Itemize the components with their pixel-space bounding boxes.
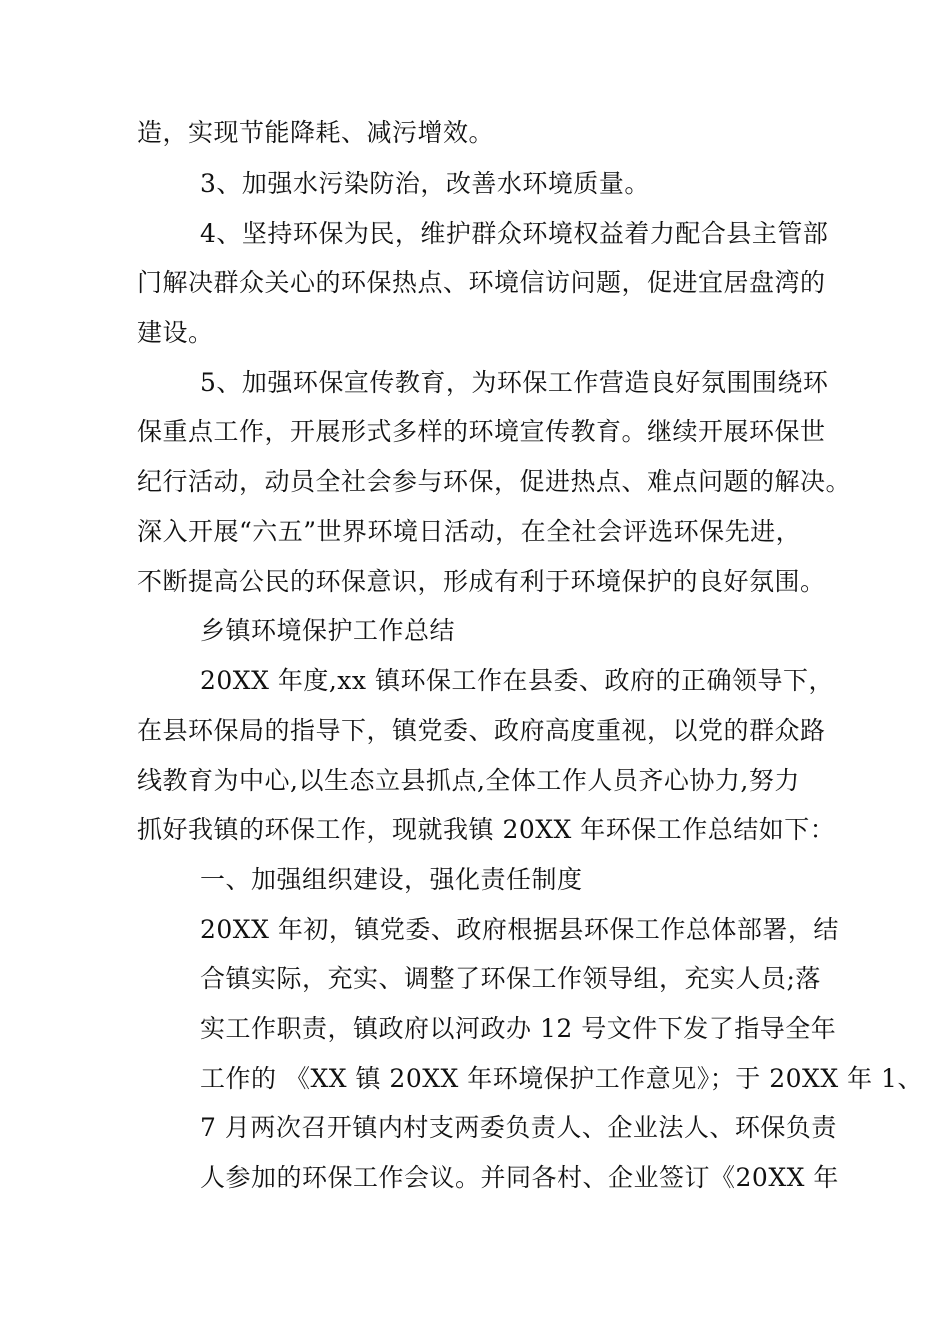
text-line: 20XX 年初，镇党委、政府根据县环保工作总体部署，结 — [200, 915, 839, 944]
text-line: 人参加的环保工作会议。并同各村、企业签订《20XX 年 — [200, 1163, 839, 1192]
text-line: 保重点工作，开展形式多样的环境宣传教育。继续开展环保世 — [137, 417, 826, 446]
text-line: 线教育为中心,以生态立县抓点,全体工作人员齐心协力,努力 — [137, 766, 800, 795]
text-line: 建设。 — [137, 318, 214, 347]
text-line: 深入开展“六五”世界环境日活动，在全社会评选环保先进， — [137, 517, 802, 546]
text-line: 3、加强水污染防治，改善水环境质量。 — [200, 169, 650, 198]
text-line: 在县环保局的指导下，镇党委、政府高度重视，以党的群众路 — [137, 716, 826, 745]
text-line: 7 月两次召开镇内村支两委负责人、企业法人、环保负责 — [200, 1113, 837, 1142]
text-line: 抓好我镇的环保工作，现就我镇 20XX 年环保工作总结如下： — [137, 815, 836, 844]
text-line: 实工作职责，镇政府以河政办 12 号文件下发了指导全年 — [200, 1014, 837, 1043]
text-line: 4、坚持环保为民，维护群众环境权益着力配合县主管部 — [200, 219, 829, 248]
text-line: 合镇实际，充实、调整了环保工作领导组，充实人员;落 — [200, 964, 821, 993]
text-line: 门解决群众关心的环保热点、环境信访问题，促进宜居盘湾的 — [137, 268, 826, 297]
text-line: 不断提高公民的环保意识，形成有利于环境保护的良好氛围。 — [137, 567, 826, 596]
text-line: 20XX 年度,xx 镇环保工作在县委、政府的正确领导下， — [200, 666, 834, 695]
section-title: 乡镇环境保护工作总结 — [200, 616, 456, 645]
text-line: 5、加强环保宣传教育，为环保工作营造良好氛围围绕环 — [200, 368, 829, 397]
text-line: 造，实现节能降耗、减污增效。 — [137, 118, 495, 147]
section-heading: 一、加强组织建设，强化责任制度 — [200, 865, 583, 894]
text-line: 工作的 《XX 镇 20XX 年环境保护工作意见》；于 20XX 年 1、 — [200, 1064, 923, 1093]
text-line: 纪行活动，动员全社会参与环保，促进热点、难点问题的解决。 — [137, 467, 852, 496]
